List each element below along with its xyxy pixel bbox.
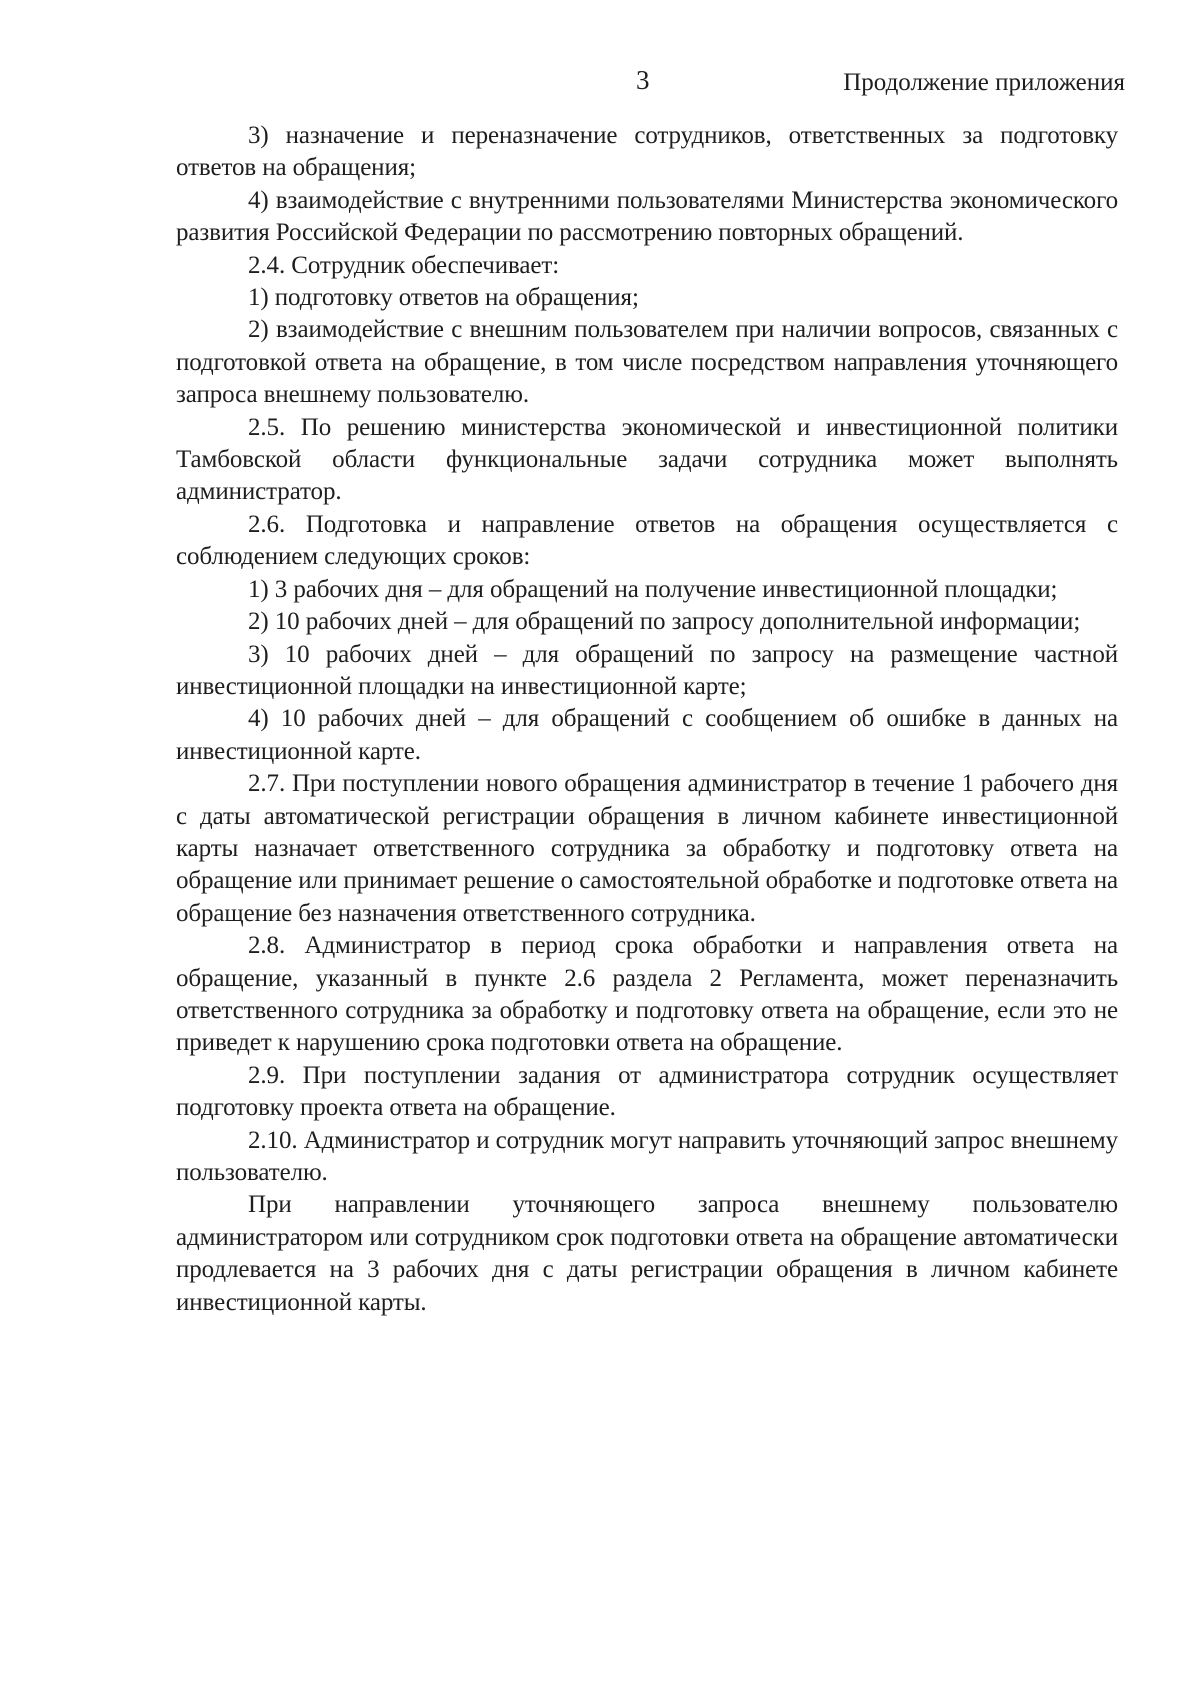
continuation-label: Продолжение приложения [843,69,1125,96]
paragraph-2-4-item-1: 1) подготовку ответов на обращения; [248,284,639,312]
paragraph-item-4: 4) взаимодействие с внутренними пользователями Министерства экономического развития Российской Федерации по рассмотрению повторных обращений. [176,186,1118,247]
paragraph-2-6: 2.6. Подготовка и направление ответов на обращения осуществляется с соблюдением следующих сроков: [176,510,1118,571]
paragraph-2-6-item-3: 3) 10 рабочих дней – для обращений по запросу на размещение частной инвестиционной площадки на инвестиционной карте; [176,640,1118,700]
paragraph-2-10: 2.10. Администратор и сотрудник могут направить уточняющий запрос внешнему пользователю. [176,1126,1118,1186]
paragraph-2-6-item-4: 4) 10 рабочих дней – для обращений с сообщением об ошибке в данных на инвестиционной карте. [176,705,1118,765]
paragraph-2-6-item-2: 2) 10 рабочих дней – для обращений по запросу дополнительной информации; [248,608,1081,636]
paragraph-2-10-continuation: При направлении уточняющего запроса внешнему пользователю администратором или сотрудником срок подготовки ответа на обращение автоматически продлевается на 3 рабочих дня с даты регистрации обращения в личном кабинете инвестиционной карты. [176,1191,1118,1316]
paragraph-2-7: 2.7. При поступлении нового обращения администратор в течение 1 рабочего дня с даты автоматической регистрации обращения в личном кабинете инвестиционной карты назначает ответственного сотрудника за обработку и подготовку ответа на обращение или принимает решение о самостоятельной обработке и подготовке ответа на обращение без назначения ответственного сотрудника. [176,770,1118,927]
paragraph-2-8: 2.8. Администратор в период срока обработки и направления ответа на обращение, указанный в пункте 2.6 раздела 2 Регламента, может переназначить ответственного сотрудника за обработку и подготовку ответа на обращение, если это не приведет к нарушению срока подготовки ответа на обращение. [176,932,1118,1057]
paragraph-item-3: 3) назначение и переназначение сотрудников, ответственных за подготовку ответов на обращения; [176,122,1118,182]
paragraph-2-6-item-1: 1) 3 рабочих дня – для обращений на получение инвестиционной площадки; [248,575,1058,603]
paragraph-2-9: 2.9. При поступлении задания от администратора сотрудник осуществляет подготовку проекта ответа на обращение. [176,1061,1118,1122]
page-number: 3 [636,65,650,95]
paragraph-2-4-item-2: 2) взаимодействие с внешним пользователем при наличии вопросов, связанных с подготовкой ответа на обращение, в том числе посредством направления уточняющего запроса внешнему пользователю. [176,316,1118,409]
document-body [176,120,1118,1319]
paragraph-2-4: 2.4. Сотрудник обеспечивает: [248,251,560,279]
paragraph-2-5: 2.5. По решению министерства экономической и инвестиционной политики Тамбовской области функциональные задачи сотрудника может выполнять администратор. [176,413,1118,506]
